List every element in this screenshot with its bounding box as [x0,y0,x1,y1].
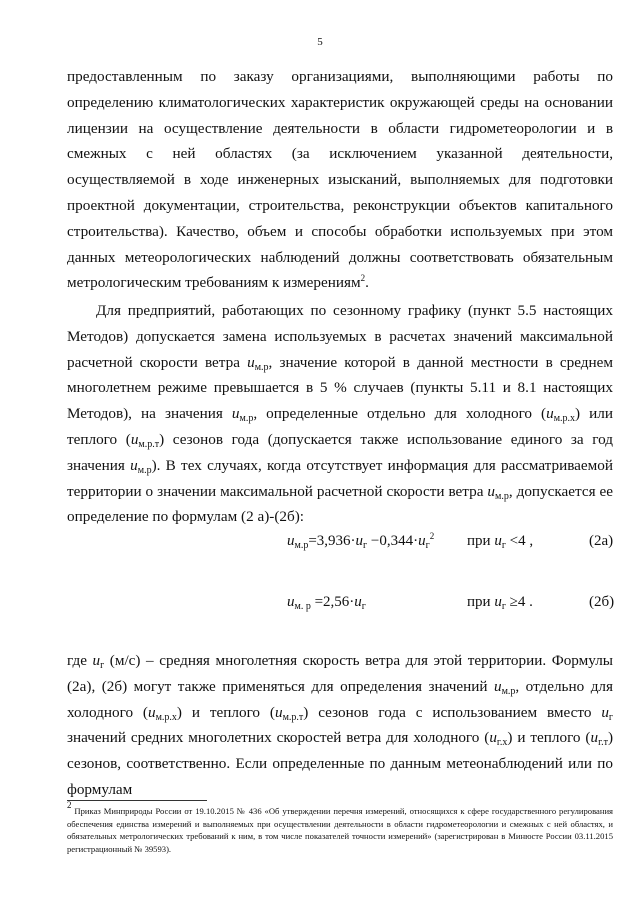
formula-2a-expression [287,533,434,550]
text-segment: ) сезонов, соответственно. Если определенные по данным метеонаблюдений или по формулам [67,729,613,798]
formula-term: =3,936· [308,533,356,549]
subscript: г [501,601,506,612]
text-segment: , отдельно для холодного ( [67,677,613,721]
condition-text: при [467,594,495,610]
page-number: 5 [317,36,323,48]
variable-u: u [418,533,426,549]
footnote-reference: 2 [360,273,366,284]
formula-2b-number: (2б) [589,594,615,610]
variable-u: u [231,405,240,423]
text-segment: ) или теплого ( [67,405,613,448]
superscript: 2 [429,531,435,541]
subscript: м.р.т [138,438,160,450]
subscript: м.р [254,361,269,373]
formula-2b-expression [287,594,366,611]
text-segment: ) и теплого ( [176,703,275,721]
condition-text: при [467,533,495,549]
subscript: м.р [294,540,309,551]
variable-u: u [489,729,497,747]
text-segment: где [67,652,93,669]
subscript: м.р [501,685,516,697]
paragraph-text: предоставленным по заказу организациями, выполняющими работы по определению климатологических характеристик окружающей среды на основании лицензии на осуществление деятельности в области гидрометеорологии и в смежных с ней областях (за исключением указанной деятельности, осуществляемой в ходе инженерных изысканий, выполняемых для подготовки проектной документации, строительства, реконструкции объектов капитального строительства). Качество, объем и способы обработки используемых при этом данных метеорологических наблюдений должны соответствовать обязательным метрологическим требованиям к измерениям [67,68,613,292]
subscript: г.т [598,737,608,749]
subscript: г [361,601,366,612]
subscript: г [608,711,614,723]
subscript: м.р.х [155,711,177,723]
text-segment: ). В тех случаях, когда отсутствует информация для рассматриваемой территории о значении максимальной расчетной скорости ветра [67,456,613,500]
variable-u: u [494,533,502,549]
variable-u: u [130,456,138,474]
text-segment: ) сезонов года с использованием вместо [303,703,602,721]
formula-2a-number: (2а) [589,533,614,549]
variable-u: u [494,594,502,610]
formula-2a-condition [467,533,533,550]
variable-u: u [148,703,156,721]
text-segment: , значение которой в данной местности в среднем многолетнем режиме превышается в 5 % случаев (пункты 5.11 и 8.1 настоящих Методов), на значения [67,353,613,423]
variable-u: u [546,405,554,423]
condition-text: <4 , [505,533,534,549]
footnote-text: Приказ Минприроды России от 19.10.2015 № 436 «Об утверждении перечня измерений, относящихся к сфере государственного регулирования обеспечения единства измерений и выполняемых при осуществлении деятельности в области гидрометеорологии и смежных с ней областях, и обязательных метрологических требований к ним, в том числе показателей точности измерений» (зарегистрирован в Минюсте России 03.11.2015 регистрационный № 39593). [67,806,613,854]
paragraph-end: . [365,274,369,292]
text-segment: ) сезонов года (допускается также использование единого за год значения [67,430,614,474]
subscript: м.р [495,490,509,502]
variable-u: u [601,703,609,721]
subscript: м.р.т [282,711,304,723]
footnote [67,800,613,855]
formula-term: −0,344· [367,533,419,549]
paragraph-continued [67,64,613,296]
text-segment: (м/с) – средняя многолетняя скорость ветра для этой территории. Формулы (2а), (2б) могут также применяться для определения значений [67,652,613,695]
variable-u: u [130,430,139,448]
text-segment: Для предприятий, работающих по сезонному графику (пункт 5.5 настоящих Методов) допускается замена используемых в расчетах значений максимальной расчетной скорости ветра [67,302,613,371]
subscript: м. р [294,601,311,612]
subscript: г [501,540,506,551]
variable-u: u [287,594,295,610]
variable-u: u [287,533,295,549]
subscript: м.р [239,413,254,425]
variable-u: u [493,677,502,695]
text-segment: , определенные отдельно для холодного ( [253,405,547,423]
footnote-divider [67,800,207,801]
subscript: м.р.х [553,413,576,425]
formula-2b-condition [467,594,533,611]
variable-u: u [92,652,101,669]
footnote-marker: 2 [67,800,72,810]
variable-u: u [354,594,362,610]
paragraph-definitions [67,648,613,803]
subscript: г [363,540,368,551]
subscript: м.р [137,464,152,476]
text-segment: , допускается ее определение по формулам (2 а)-(2б): [67,482,613,526]
condition-text: ≥4 . [505,594,533,610]
variable-u: u [247,353,255,371]
variable-u: u [487,482,495,500]
variable-u: u [355,533,364,549]
variable-u: u [590,729,599,747]
text-segment: значений средних многолетних скоростей ветра для холодного ( [67,729,490,747]
variable-u: u [274,703,283,721]
formula-term: =2,56· [310,594,355,610]
paragraph-seasonal [67,298,613,530]
text-segment: ) и теплого ( [507,729,591,747]
subscript: г.х [496,737,508,749]
subscript: г [425,540,430,551]
subscript: г [100,660,105,671]
